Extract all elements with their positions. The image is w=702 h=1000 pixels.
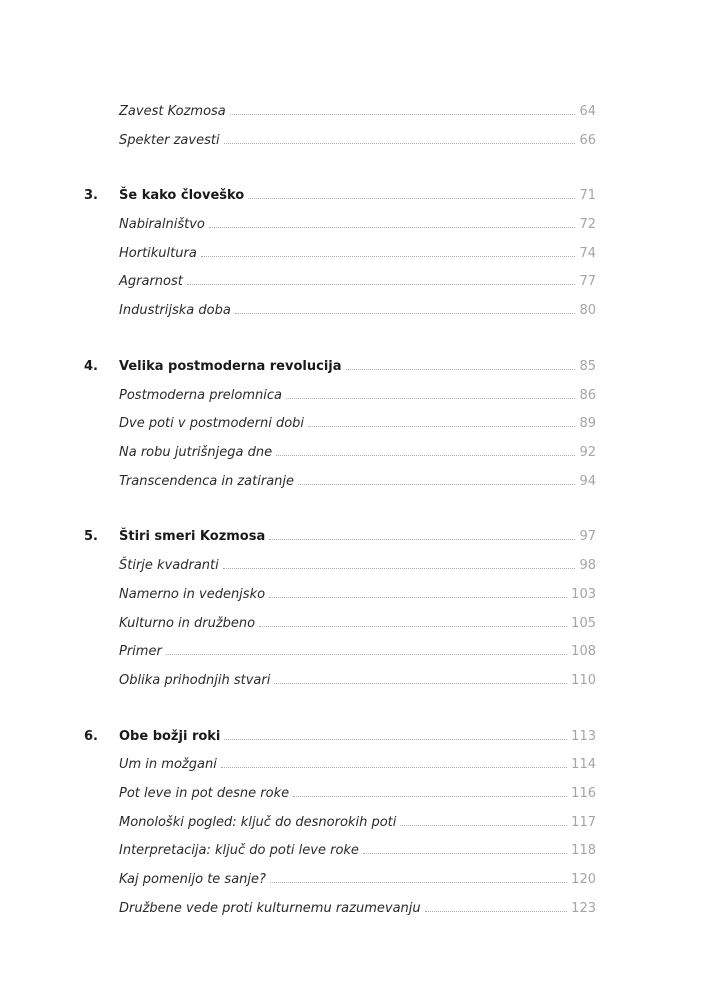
toc-row [119, 870, 596, 890]
entry-title: Spekter zavesti [119, 133, 220, 148]
page-number: 117 [571, 815, 596, 830]
page-number: 92 [579, 445, 596, 460]
toc-row [119, 556, 596, 576]
chapter-title: Velika postmoderna revolucija [119, 359, 342, 374]
page-number: 103 [571, 587, 596, 602]
toc-entry [0, 272, 702, 292]
entry-title: Um in možgani [119, 757, 217, 772]
toc-entry [0, 671, 702, 691]
entry-title: Na robu jutrišnjega dne [119, 445, 273, 460]
chapter-number: 4. [84, 359, 98, 374]
dot-leader [270, 882, 567, 883]
entry-title: Družbene vede proti kulturnemu razumevanju [119, 901, 421, 916]
entry-title: Zavest Kozmosa [119, 104, 226, 119]
toc-row [119, 899, 596, 919]
toc-row [119, 784, 596, 804]
toc-entry [0, 585, 702, 605]
page-number: 114 [571, 757, 596, 772]
dot-leader [223, 568, 576, 569]
toc-entry [0, 556, 702, 576]
dot-leader [221, 767, 567, 768]
toc-entry [0, 841, 702, 861]
toc-row [119, 841, 596, 861]
dot-leader [269, 539, 575, 540]
toc-chapter [0, 357, 702, 377]
chapter-number: 6. [84, 729, 98, 744]
toc-entry [0, 870, 702, 890]
dot-leader [269, 597, 567, 598]
dot-leader [248, 198, 575, 199]
page-number: 108 [571, 644, 596, 659]
toc-entry [0, 899, 702, 919]
chapter-number: 5. [84, 529, 98, 544]
page-number: 64 [579, 104, 596, 119]
page-number: 89 [579, 416, 596, 431]
entry-title: Transcendenca in zatiranje [119, 474, 295, 489]
dot-leader [286, 398, 575, 399]
dot-leader [425, 911, 568, 912]
page-number: 116 [571, 786, 596, 801]
toc-row [119, 414, 596, 434]
toc-entry [0, 244, 702, 264]
toc-row [119, 642, 596, 662]
toc-row [119, 813, 596, 833]
dot-leader [346, 369, 576, 370]
entry-title: Industrijska doba [119, 303, 231, 318]
dot-leader [187, 284, 576, 285]
page-number: 71 [579, 188, 596, 203]
page-number: 80 [579, 303, 596, 318]
toc-row [119, 102, 596, 122]
dot-leader [259, 626, 567, 627]
toc-row [119, 443, 596, 463]
toc-row [119, 272, 596, 292]
page-number: 74 [579, 246, 596, 261]
page-number: 118 [571, 843, 596, 858]
toc-entry [0, 386, 702, 406]
toc-row [119, 215, 596, 235]
page-number: 77 [579, 274, 596, 289]
entry-title: Nabiralništvo [119, 217, 205, 232]
dot-leader [230, 114, 576, 115]
toc-entry [0, 784, 702, 804]
entry-title: Interpretacija: ključ do poti leve roke [119, 843, 359, 858]
toc-row [119, 614, 596, 634]
toc-entry [0, 131, 702, 151]
toc-row [119, 244, 596, 264]
page-number: 120 [571, 872, 596, 887]
entry-title: Oblika prihodnjih stvari [119, 673, 271, 688]
toc-row [119, 727, 596, 747]
dot-leader [209, 227, 576, 228]
page-number: 72 [579, 217, 596, 232]
chapter-title: Še kako človeško [119, 188, 245, 203]
page-number: 113 [571, 729, 596, 744]
toc-entry [0, 755, 702, 775]
page-number: 98 [579, 558, 596, 573]
dot-leader [298, 484, 575, 485]
entry-title: Štirje kvadranti [119, 558, 219, 573]
toc-entry [0, 301, 702, 321]
entry-title: Kaj pomenijo te sanje? [119, 872, 266, 887]
toc-entry [0, 472, 702, 492]
toc-entry [0, 614, 702, 634]
dot-leader [166, 654, 567, 655]
page-number: 97 [579, 529, 596, 544]
entry-title: Namerno in vedenjsko [119, 587, 266, 602]
chapter-title: Štiri smeri Kozmosa [119, 529, 266, 544]
toc-row [119, 186, 596, 206]
page-number: 123 [571, 901, 596, 916]
toc-row [119, 386, 596, 406]
dot-leader [276, 455, 575, 456]
entry-title: Hortikultura [119, 246, 197, 261]
entry-title: Pot leve in pot desne roke [119, 786, 290, 801]
toc-row [119, 755, 596, 775]
dot-leader [224, 739, 567, 740]
page-number: 94 [579, 474, 596, 489]
toc-row [119, 301, 596, 321]
page-number: 85 [579, 359, 596, 374]
toc-chapter [0, 527, 702, 547]
page-number: 105 [571, 616, 596, 631]
chapter-title: Obe božji roki [119, 729, 221, 744]
dot-leader [224, 143, 576, 144]
toc-row [119, 527, 596, 547]
entry-title: Postmoderna prelomnica [119, 388, 283, 403]
dot-leader [201, 256, 576, 257]
toc-row [119, 671, 596, 691]
toc-entry [0, 443, 702, 463]
dot-leader [274, 683, 567, 684]
entry-title: Primer [119, 644, 162, 659]
dot-leader [400, 825, 567, 826]
toc-row [119, 585, 596, 605]
entry-title: Dve poti v postmoderni dobi [119, 416, 305, 431]
toc-row [119, 472, 596, 492]
toc-entry [0, 102, 702, 122]
toc-chapter [0, 186, 702, 206]
toc-row [119, 131, 596, 151]
dot-leader [293, 796, 567, 797]
entry-title: Kulturno in družbeno [119, 616, 256, 631]
toc-entry [0, 215, 702, 235]
toc-chapter [0, 727, 702, 747]
page-number: 66 [579, 133, 596, 148]
toc-entry [0, 414, 702, 434]
dot-leader [235, 313, 576, 314]
toc-entry [0, 642, 702, 662]
page-number: 110 [571, 673, 596, 688]
toc-entry [0, 813, 702, 833]
toc-row [119, 357, 596, 377]
dot-leader [363, 853, 567, 854]
entry-title: Monološki pogled: ključ do desnorokih poti [119, 815, 397, 830]
chapter-number: 3. [84, 188, 98, 203]
dot-leader [308, 426, 575, 427]
page-number: 86 [579, 388, 596, 403]
entry-title: Agrarnost [119, 274, 183, 289]
